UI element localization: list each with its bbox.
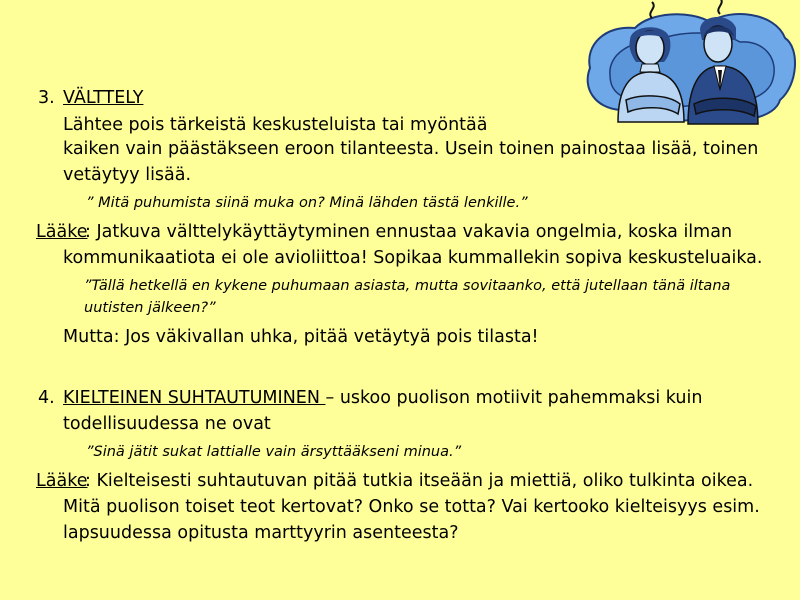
- couple-arguing-clipart: [580, 0, 800, 125]
- section4-heading-line: [63, 387, 702, 409]
- section4-quote: ”Sinä jätit sukat lattialle vain ärsyttääkseni minua.”: [86, 444, 462, 460]
- section3-heading: VÄLTTELY: [63, 88, 144, 108]
- section3-body-line3: vetäytyy lisää.: [63, 165, 192, 185]
- section4-remedy-line1: : Kielteisesti suhtautuvan pitää tutkia itseään ja miettiä, oliko tulkinta oikea.: [85, 471, 754, 491]
- section4-body-line2: todellisuudessa ne ovat: [63, 414, 271, 434]
- section4-remedy-line3: lapsuudessa opitusta marttyyrin asenteesta?: [63, 523, 459, 543]
- section4-remedy-label: Lääke: [36, 471, 88, 491]
- section4-number: 4.: [38, 388, 55, 408]
- section3-number: 3.: [38, 88, 55, 108]
- section3-remedy-label: Lääke: [36, 222, 88, 242]
- section4-remedy-line2: Mitä puolison toiset teot kertovat? Onko se totta? Vai kertooko kielteisyys esim.: [63, 497, 760, 517]
- section3-remedy-line2: kommunikaatiota ei ole avioliittoa! Sopikaa kummallekin sopiva keskusteluaika.: [63, 248, 763, 268]
- section3-remedy-quote-line2: uutisten jälkeen?”: [84, 300, 216, 316]
- section3-body-line1: Lähtee pois tärkeistä keskusteluista tai myöntää: [63, 115, 488, 135]
- section3-but-line: Mutta: Jos väkivallan uhka, pitää vetäytyä pois tilasta!: [63, 327, 539, 347]
- section3-remedy-line1: : Jatkuva välttelykäyttäytyminen ennustaa vakavia ongelmia, koska ilman: [85, 222, 733, 242]
- section3-body-line2: kaiken vain päästäkseen eroon tilanteesta. Usein toinen painostaa lisää, toinen: [63, 139, 759, 159]
- section3-remedy-quote-line1: ”Tällä hetkellä en kykene puhumaan asiasta, mutta sovitaanko, että jutellaan tänä iltana: [84, 278, 731, 294]
- section4-heading-rest: – uskoo puolison motiivit pahemmaksi kuin: [325, 388, 703, 408]
- section3-quote: ” Mitä puhumista siinä muka on? Minä lähden tästä lenkille.”: [86, 195, 528, 211]
- section4-heading: KIELTEINEN SUHTAUTUMINEN: [63, 388, 326, 408]
